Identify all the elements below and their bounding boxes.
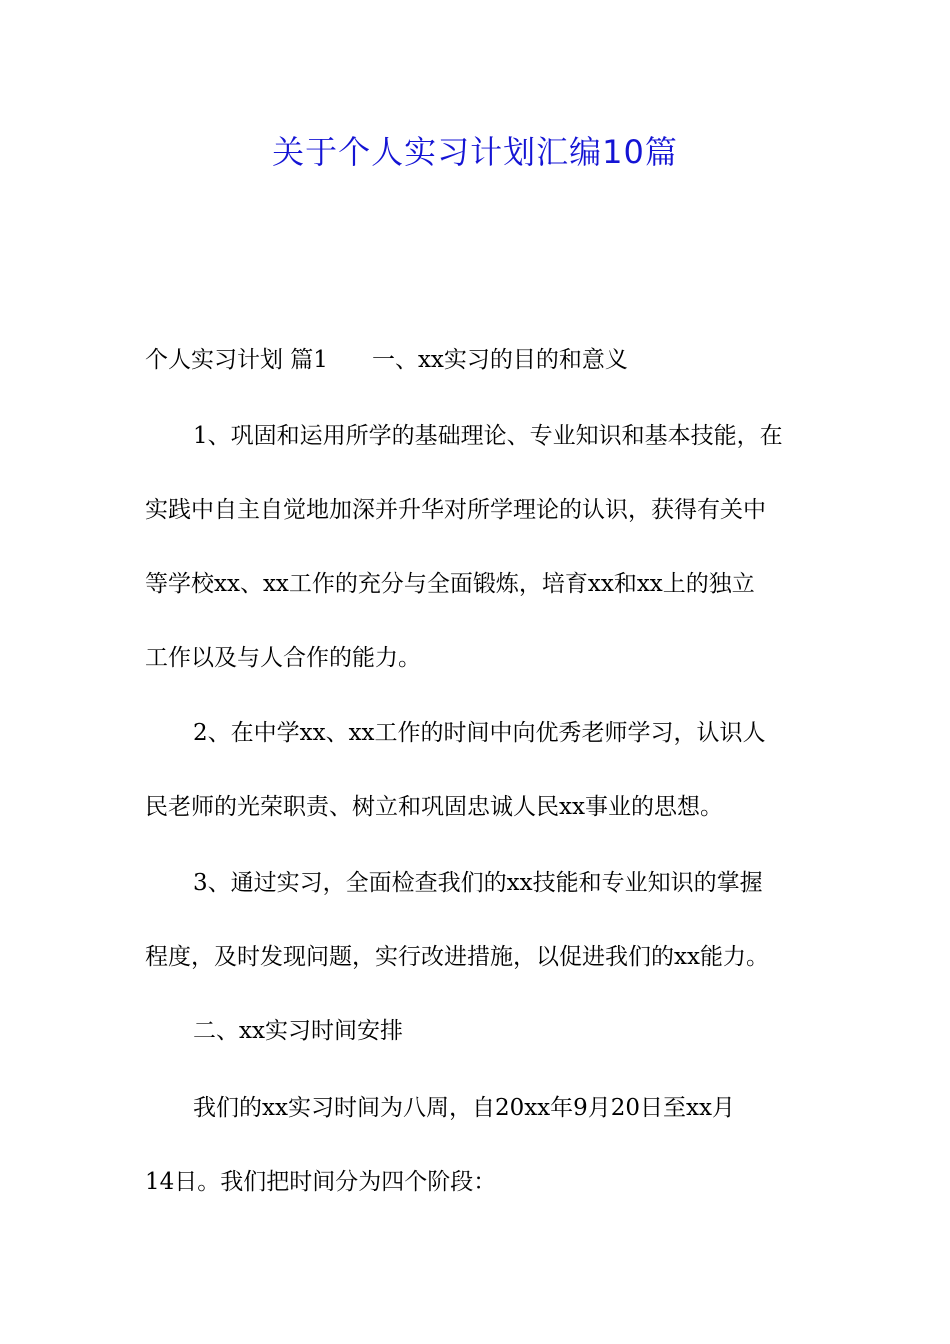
section-2-title: 二、xx实习时间安排 [193,1018,403,1044]
paragraph-1-line-2: 实践中自主自觉地加深并升华对所学理论的认识，获得有关中 [145,497,766,523]
document-title: 关于个人实习计划汇编10篇 [272,133,678,171]
paragraph-2-line-2: 民老师的光荣职责、树立和巩固忠诚人民xx事业的思想。 [145,794,723,820]
section-1-title: 一、xx实习的目的和意义 [371,347,628,373]
paragraph-3-line-2: 程度，及时发现问题，实行改进措施，以促进我们的xx能力。 [145,944,769,970]
paragraph-1-line-3: 等学校xx、xx工作的充分与全面锻炼，培育xx和xx上的独立 [145,571,755,597]
paragraph-4-line-2: 14日。我们把时间分为四个阶段： [145,1169,497,1195]
heading-label: 个人实习计划 篇1 [145,347,328,373]
paragraph-1-line-4: 工作以及与人合作的能力。 [145,645,421,671]
heading-line [145,343,628,377]
paragraph-1-line-1: 1、巩固和运用所学的基础理论、专业知识和基本技能，在 [193,423,783,449]
paragraph-3-line-1: 3、通过实习，全面检查我们的xx技能和专业知识的掌握 [193,870,763,896]
paragraph-4-line-1: 我们的xx实习时间为八周，自20xx年9月20日至xx月 [193,1095,735,1121]
paragraph-2-line-1: 2、在中学xx、xx工作的时间中向优秀老师学习，认识人 [193,720,766,746]
